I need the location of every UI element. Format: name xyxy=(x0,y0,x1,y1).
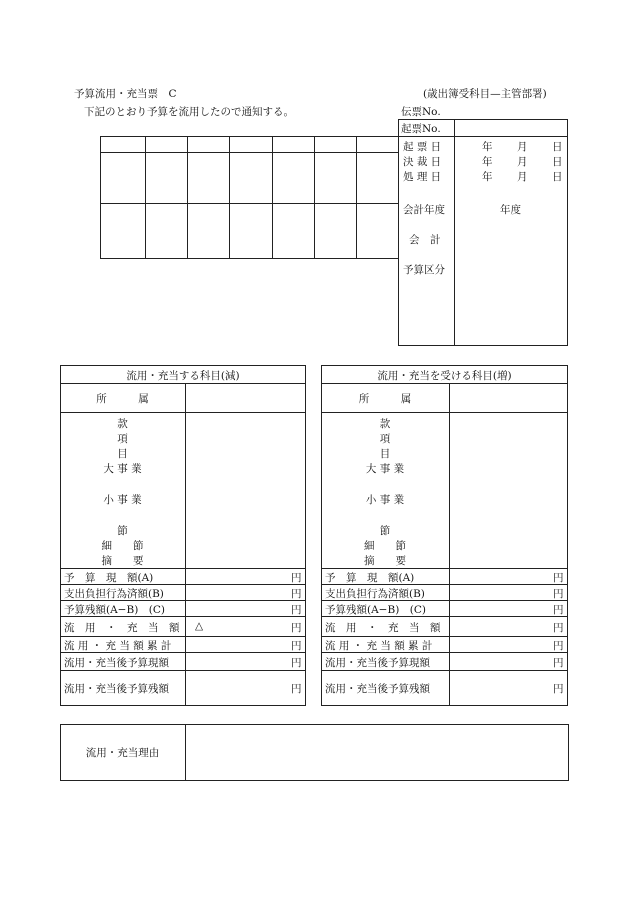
yen-unit: 円 xyxy=(553,622,564,634)
class-major-project: 大 事 業 xyxy=(365,463,405,475)
class-kan: 款 xyxy=(379,418,391,430)
day-unit: 日 xyxy=(552,171,563,183)
yen-unit: 円 xyxy=(291,622,302,634)
yen-unit: 円 xyxy=(553,604,564,616)
yen-unit: 円 xyxy=(291,604,302,616)
yen-unit: 円 xyxy=(553,640,564,652)
budget-category-label: 予算区分 xyxy=(403,264,445,276)
slip-no-label: 伝票No. xyxy=(401,106,441,118)
month-unit: 月 xyxy=(517,156,528,168)
form-subtitle: (歳出簿受科目—主管部署) xyxy=(423,88,547,100)
yen-unit: 円 xyxy=(553,588,564,600)
transfer-cumulative-label: 流 用 ・ 充 当 額 累 計 xyxy=(325,640,433,652)
committed-label: 支出負担行為済額(B) xyxy=(325,588,425,600)
yen-unit: 円 xyxy=(291,657,302,669)
affiliation-label: 所 属 xyxy=(358,393,412,405)
yen-unit: 円 xyxy=(553,572,564,584)
class-minor-project: 小 事 業 xyxy=(103,494,142,506)
yen-unit: 円 xyxy=(553,657,564,669)
class-sub-setsu: 細 節 xyxy=(364,540,406,552)
year-unit: 年 xyxy=(482,141,493,153)
remaining-label: 予算残額(A−B) (C) xyxy=(64,604,166,616)
yen-unit: 円 xyxy=(291,683,302,695)
reason-label: 流用・充当理由 xyxy=(85,747,160,759)
decrease-triangle-mark: △ xyxy=(195,620,204,632)
post-transfer-budget-label: 流用・充当後予算現額 xyxy=(325,657,430,669)
yen-unit: 円 xyxy=(291,588,302,600)
decrease-panel-title: 流用・充当する科目(減) xyxy=(126,370,240,382)
remaining-label: 予算残額(A−B) (C) xyxy=(325,604,427,616)
month-unit: 月 xyxy=(517,171,528,183)
budget-current-label: 予 算 現 額(A) xyxy=(64,572,154,584)
day-unit: 日 xyxy=(552,141,563,153)
class-major-project: 大 事 業 xyxy=(103,463,142,475)
class-moku: 目 xyxy=(379,448,391,460)
fiscal-year-unit: 年度 xyxy=(500,204,521,216)
class-kou: 項 xyxy=(117,433,128,445)
issue-date-label: 起 票 日 xyxy=(403,141,442,153)
class-setsu: 節 xyxy=(379,525,391,537)
post-transfer-remaining-label: 流用・充当後予算残額 xyxy=(325,683,430,695)
affiliation-label: 所 属 xyxy=(96,393,149,405)
class-summary: 摘 要 xyxy=(101,555,144,567)
transfer-amount-label: 流 用 ・ 充 当 額 xyxy=(64,622,180,634)
notice-text: 下記のとおり予算を流用したので通知する。 xyxy=(84,106,294,118)
class-minor-project: 小 事 業 xyxy=(365,494,405,506)
post-transfer-remaining-label: 流用・充当後予算残額 xyxy=(64,683,169,695)
class-kou: 項 xyxy=(379,433,391,445)
month-unit: 月 xyxy=(517,141,528,153)
year-unit: 年 xyxy=(482,156,493,168)
day-unit: 日 xyxy=(552,156,563,168)
committed-label: 支出負担行為済額(B) xyxy=(64,588,164,600)
approval-date-label: 決 裁 日 xyxy=(403,156,442,168)
fiscal-year-label: 会計年度 xyxy=(403,204,445,216)
form-title: 予算流用・充当票 C xyxy=(74,88,177,100)
process-date-label: 処 理 日 xyxy=(403,171,442,183)
class-sub-setsu: 細 節 xyxy=(101,540,144,552)
post-transfer-budget-label: 流用・充当後予算現額 xyxy=(64,657,169,669)
class-kan: 款 xyxy=(117,418,128,430)
increase-panel-title: 流用・充当を受ける科目(増) xyxy=(377,370,512,382)
yen-unit: 円 xyxy=(291,572,302,584)
transfer-cumulative-label: 流 用 ・ 充 当 額 累 計 xyxy=(64,640,172,652)
class-summary: 摘 要 xyxy=(364,555,406,567)
transfer-amount-label: 流 用 ・ 充 当 額 xyxy=(325,622,441,634)
origin-no-label: 起票No. xyxy=(401,123,441,135)
account-label: 会 計 xyxy=(409,234,441,246)
yen-unit: 円 xyxy=(291,640,302,652)
class-moku: 目 xyxy=(117,448,128,460)
yen-unit: 円 xyxy=(553,683,564,695)
class-setsu: 節 xyxy=(117,525,128,537)
year-unit: 年 xyxy=(482,171,493,183)
budget-current-label: 予 算 現 額(A) xyxy=(325,572,415,584)
